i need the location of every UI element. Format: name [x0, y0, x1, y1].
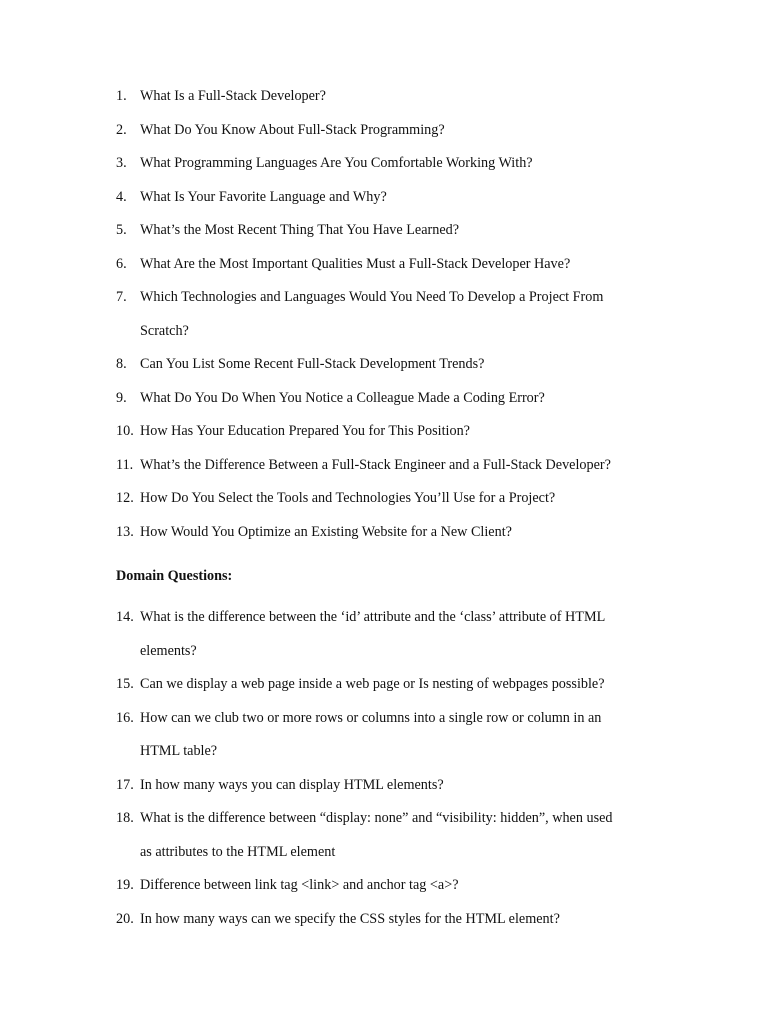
list-item — [0, 80, 768, 114]
item-number: 17. — [116, 776, 134, 793]
item-number: 16. — [116, 709, 134, 726]
list-item — [0, 214, 768, 248]
list-item — [0, 114, 768, 148]
item-text-continuation: HTML table? — [140, 743, 218, 759]
item-text: In how many ways you can display HTML elements? — [140, 776, 444, 793]
item-number: 8. — [116, 356, 127, 372]
item-text: How Has Your Education Prepared You for This Position? — [140, 423, 470, 439]
domain-question-list — [0, 601, 768, 936]
list-item — [0, 482, 768, 516]
list-item — [0, 382, 768, 416]
item-number: 6. — [116, 255, 127, 272]
list-item — [0, 449, 768, 483]
section-heading: Domain Questions: — [116, 568, 233, 584]
item-text: What’s the Difference Between a Full-Stack Engineer and a Full-Stack Developer? — [140, 456, 611, 473]
item-text-continuation: Scratch? — [140, 322, 189, 339]
item-number: 2. — [116, 121, 127, 138]
list-item — [0, 903, 768, 937]
list-item — [0, 248, 768, 282]
item-text: Can You List Some Recent Full-Stack Development Trends? — [140, 356, 485, 372]
item-text: Difference between link tag <link> and anchor tag <a>? — [140, 877, 459, 893]
item-number: 19. — [116, 877, 134, 893]
item-number: 13. — [116, 523, 134, 540]
item-text: Can we display a web page inside a web page or Is nesting of webpages possible? — [140, 676, 605, 692]
list-item — [0, 147, 768, 181]
item-text-continuation: elements? — [140, 642, 197, 659]
list-item — [0, 516, 768, 550]
item-text: What Programming Languages Are You Comfortable Working With? — [140, 155, 533, 171]
list-item — [0, 415, 768, 449]
item-number: 1. — [116, 88, 127, 104]
item-number: 12. — [116, 490, 134, 506]
item-text: What Do You Do When You Notice a Colleague Made a Coding Error? — [140, 389, 545, 406]
item-number: 11. — [116, 456, 134, 473]
list-item — [0, 869, 768, 903]
item-number: 10. — [116, 423, 134, 439]
item-number: 4. — [116, 188, 127, 205]
item-number: 15. — [116, 676, 134, 692]
list-item — [0, 802, 768, 869]
item-text: What is the difference between the ‘id’ attribute and the ‘class’ attribute of HTML — [140, 609, 606, 625]
item-text: What is the difference between “display: none” and “visibility: hidden”, when used — [140, 810, 613, 826]
item-text: What Is Your Favorite Language and Why? — [140, 188, 387, 205]
item-text: What’s the Most Recent Thing That You Have Learned? — [140, 222, 460, 238]
general-question-list — [0, 80, 768, 549]
list-item — [0, 181, 768, 215]
list-item — [0, 702, 768, 769]
item-number: 14. — [116, 609, 134, 625]
item-text: What Is a Full-Stack Developer? — [140, 88, 326, 104]
list-item — [0, 601, 768, 668]
item-text: How Would You Optimize an Existing Website for a New Client? — [140, 523, 512, 540]
item-text: How Do You Select the Tools and Technologies You’ll Use for a Project? — [140, 490, 556, 506]
item-text: What Are the Most Important Qualities Must a Full-Stack Developer Have? — [140, 255, 571, 272]
item-text: Which Technologies and Languages Would You Need To Develop a Project From — [140, 289, 604, 305]
list-item — [0, 668, 768, 702]
list-item — [0, 281, 768, 348]
item-number: 9. — [116, 389, 127, 406]
item-number: 7. — [116, 289, 127, 305]
item-text: What Do You Know About Full-Stack Programming? — [140, 121, 445, 138]
list-item — [0, 769, 768, 803]
item-text-continuation: as attributes to the HTML element — [140, 843, 336, 860]
list-item — [0, 348, 768, 382]
item-number: 20. — [116, 910, 134, 927]
item-number: 3. — [116, 155, 127, 171]
item-text: How can we club two or more rows or columns into a single row or column in an — [140, 709, 602, 726]
item-number: 5. — [116, 222, 127, 238]
item-text: In how many ways can we specify the CSS styles for the HTML element? — [140, 910, 560, 927]
item-number: 18. — [116, 810, 134, 826]
